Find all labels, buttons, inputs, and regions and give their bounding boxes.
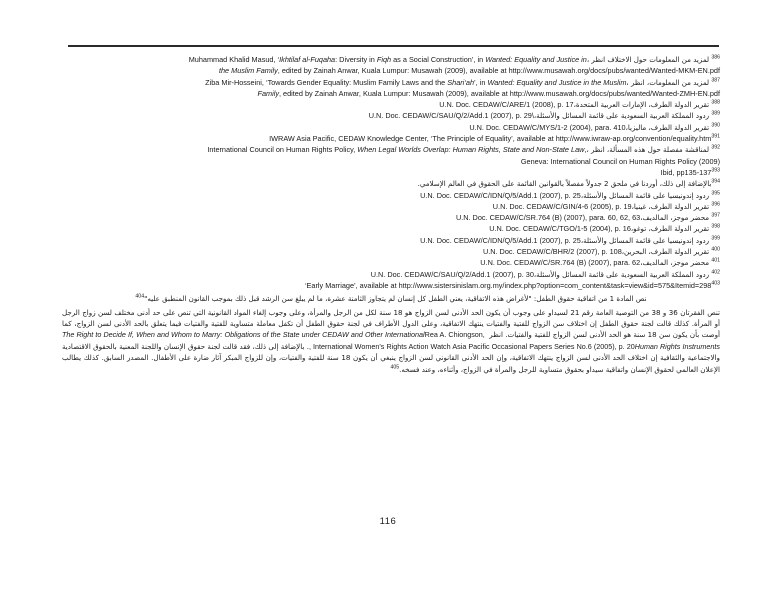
- footnote-line: [62, 201, 720, 212]
- footnote-marker: 394: [711, 178, 720, 185]
- footnote-405: [62, 307, 720, 375]
- footnote-citation: Ibid, pp135-137: [660, 167, 712, 177]
- footnote-arabic-text: ردود المملكة العربية السعودية على قائمة المسائل والأسئلة،: [533, 269, 712, 279]
- footnote-marker: 392: [711, 144, 720, 151]
- footnote-marker: 404: [135, 293, 145, 300]
- footnote-404: [62, 293, 720, 304]
- footnote-line: [62, 167, 720, 178]
- footnote-text: , edited by Zainah Anwar, Kuala Lumpur: Musawah (2009), available at http://www.musawah.org/docs/pubs/wanted/Wanted-ZMH-EN.pdf: [278, 88, 720, 98]
- footnote-arabic-text: تنص الفقرتان 36 و 38 من التوصية العامة رقم 21 لسيداو على وجوب أن يكون الحد الأدنى لسن الزواج هو 18 سنة لكل من الرجل والمرأة، وعلى وجوب إلغاء المواد القانونية التي تنص على حد أدنى مختلف لسن زواج الرجل أو المرأة. كذلك قالت لجنة حقوق الطفل إن اختلاف سن الزواج للفتية والفتيات ينتهك الاتفاقية، وعلى الدول الأطراف في لجنة حقوق الطفل أن تكفل معاملة متساوية للفتية والفتيات فيما يتعلق بالحد الأدنى لسن الزواج، كما أوصت بأن يكون سن 18 سنة هو الحد الأدنى لسن الزواج للفتية والفتيات. انظر: [62, 307, 721, 340]
- footnote-line: [62, 65, 720, 76]
- footnote-marker: 405: [390, 364, 400, 371]
- footnote-marker: 398: [711, 224, 720, 231]
- footnote-separator-rule: [68, 45, 719, 47]
- footnote-arabic-text: تقرير الدولة الطرف، ماليزيا،: [625, 122, 712, 132]
- footnote-arabic-text: محضر موجز، المالديف،: [640, 213, 712, 223]
- footnote-citation: U.N. Doc. CEDAW/C/MYS/1-2 (2004), para. 410: [469, 122, 626, 132]
- footnote-line: [62, 110, 720, 121]
- footnote-arabic-text: تقرير الدولة الطرف، البحرين،: [621, 247, 712, 257]
- footnote-marker: 389: [711, 111, 720, 118]
- footnote-arabic-text: لمزيد من المعلومات حول الاختلاف انظر ،: [586, 55, 712, 64]
- footnote-line: [62, 99, 720, 110]
- footnotes-block: [62, 54, 720, 375]
- footnote-text: Muhammad Khalid Masud, ‘: [188, 55, 280, 64]
- footnote-line: [62, 246, 720, 257]
- footnote-403: [62, 280, 720, 291]
- footnote-386: [62, 54, 720, 77]
- footnote-arabic-text: نص المادة 1 من اتفاقية حقوق الطفل: "لأغراض هذه الاتفاقية، يعني الطفل كل إنسان لم يتجاوز الثامنة عشرة، ما لم يبلغ سن الرشد قبل ذلك بموجب القانون المنطبق عليه": [144, 294, 647, 304]
- footnote-marker: 397: [711, 212, 720, 219]
- footnote-marker: 399: [711, 235, 720, 242]
- footnote-text: Ziba Mir-Hosseini, ‘Towards Gender Equality: Muslim Family Laws and the: [205, 77, 448, 87]
- footnote-line: [62, 269, 720, 280]
- footnote-arabic-text: محضر موجز، المالديف،: [640, 258, 712, 268]
- footnote-line: [62, 88, 720, 99]
- footnote-arabic-text: تقرير الدولة الطرف، غينيا،: [631, 201, 712, 211]
- footnote-arabic-text: تقرير الدولة الطرف، الإمارات العربية المتحدة،: [573, 100, 712, 110]
- footnote-392: [62, 144, 720, 167]
- footnote-author: Rea A. Chiongson,: [424, 330, 487, 340]
- footnote-marker: 387: [711, 77, 720, 84]
- footnote-marker: 390: [711, 122, 720, 129]
- footnote-marker: 400: [711, 246, 720, 253]
- footnote-399: [62, 235, 720, 246]
- footnote-citation: U.N. Doc. CEDAW/C/TGO/1-5 (2004), p. 16: [489, 224, 631, 234]
- footnote-text: as a Social Construction’, in: [391, 55, 486, 64]
- footnote-line: [62, 235, 720, 246]
- footnote-line: [62, 212, 720, 223]
- footnote-line: [62, 280, 720, 291]
- footnote-text: , edited by Zainah Anwar, Kuala Lumpur: Musawah (2009), available at http://www.musawah.org/docs/pubs/wanted/Wanted-MKM-EN.pdf: [277, 66, 720, 76]
- footnote-arabic-text: تقرير الدولة الطرف، توغو،: [630, 224, 712, 234]
- footnote-text: ’, in: [474, 77, 488, 87]
- footnote-citation: U.N. Doc. CEDAW/C/BHR/2 (2007), p. 108: [482, 247, 622, 257]
- footnote-title-italic: Wanted: Equality and Justice in: [485, 55, 587, 64]
- footnote-title-italic: Wanted: Equality and Justice in the Muslim: [487, 77, 627, 87]
- footnote-line: [62, 156, 720, 167]
- footnote-title-italic: Family: [257, 88, 279, 98]
- footnote-arabic-text: بالإضافة إلى ذلك، أوردنا في ملحق 2 جدولاً مفصلاً بالقوانين القائمة على الحقوق في العالم الإسلامي.: [417, 179, 712, 189]
- footnote-mixed-paragraph: [62, 307, 720, 375]
- footnote-line: [62, 122, 720, 133]
- footnote-marker: 401: [711, 257, 720, 264]
- footnote-marker: 403: [711, 280, 720, 287]
- footnote-title-italic: The Right to Decide If, When and Whom to Marry: Obligations of the State under CEDAW and Other International Human Rights Instruments: [62, 330, 720, 351]
- footnote-text: ,: [584, 145, 587, 155]
- footnote-marker: 388: [711, 99, 720, 106]
- footnote-389: [62, 110, 720, 121]
- footnote-text: : Diversity in: [335, 55, 377, 64]
- footnote-arabic-text: ردود إندونيسيا على قائمة المسائل والأسئلة،: [580, 190, 712, 200]
- footnote-text: Geneva: International Council on Human Rights Policy (2009): [520, 156, 720, 166]
- footnote-line: [62, 257, 720, 268]
- footnote-line: [62, 190, 720, 201]
- footnote-citation: ‘Early Marriage’, available at http://www.sistersinislam.org.my/index.php?option=com_content&task=view&id=575&Itemid=298: [304, 280, 712, 290]
- footnote-title-italic: Ikhtilaf al-Fuqaha: [279, 55, 336, 64]
- footnote-402: [62, 269, 720, 280]
- footnote-marker: 391: [711, 133, 720, 140]
- footnote-title-italic: the Muslim Family: [218, 66, 278, 76]
- footnote-390: [62, 122, 720, 133]
- footnote-line: [62, 133, 720, 144]
- footnote-arabic-text: ردود المملكة العربية السعودية على قائمة المسائل والأسئلة،: [533, 111, 712, 121]
- footnote-line: [62, 144, 720, 155]
- footnote-400: [62, 246, 720, 257]
- footnote-citation: IWRAW Asia Pacific, CEDAW Knowledge Center, ‘The Principle of Equality’, available at http://www.iwraw-ap.org/convention/equality.htm: [269, 134, 712, 144]
- footnote-title-italic: When Legal Worlds Overlap: Human Rights, State and Non-State Law: [357, 145, 585, 155]
- footnote-marker: 386: [711, 54, 720, 61]
- footnote-citation: U.N. Doc. CEDAW/C/SR.764 (B) (2007), para. 60, 62, 63: [455, 213, 641, 223]
- footnote-text: International Council on Human Rights Policy,: [207, 145, 358, 155]
- footnote-398: [62, 223, 720, 234]
- footnote-line: [62, 54, 720, 65]
- footnote-arabic-paragraph: [62, 293, 720, 304]
- footnote-marker: 396: [711, 201, 720, 208]
- footnote-387: [62, 77, 720, 100]
- footnote-401: [62, 257, 720, 268]
- footnote-citation: , International Women’s Rights Action Watch Asia Pacific Occasional Papers Series No.6 (2005), p. 20: [308, 341, 635, 351]
- footnote-citation: U.N. Doc. CEDAW/C/GIN/4-6 (2005), p. 19: [492, 201, 632, 211]
- footnote-line: [62, 178, 720, 189]
- footnote-396: [62, 201, 720, 212]
- footnote-title-italic: Fiqh: [376, 55, 392, 64]
- footnote-citation: U.N. Doc. CEDAW/C/IDN/Q/5/Add.1 (2007), p. 25: [420, 235, 581, 245]
- footnote-line: [62, 77, 720, 88]
- footnote-393: [62, 167, 720, 178]
- footnote-title-italic: Shari‘ah: [447, 77, 475, 87]
- footnote-citation: U.N. Doc. CEDAW/C/IDN/Q/5/Add.1 (2007), p. 25: [420, 190, 581, 200]
- page-number: 116: [379, 516, 397, 527]
- footnote-391: [62, 133, 720, 144]
- footnote-arabic-text: . بالإضافة إلى ذلك، فقد قالت لجنة حقوق الإنسان واللجنة المعنية بالحقوق الاقتصادية والاجتماعية والثقافية إن اختلاف الحد الأدنى لسن الزواج ينتهك الاتفاقية، وإن الحد الأدنى القانوني لسن الزواج ينبغي أن يكون 18 سنة للفتية والفتيات، وإن للزواج المبكر آثار ضارة على الأطفال. المصدر السابق. كذلك يطالب الإعلان العالمي لحقوق الإنسان واتفاقية سيداو بحقوق متساوية للرجل والمرأة في الزواج، وأثناءه، وعند فسخه.: [62, 341, 720, 374]
- footnote-citation: U.N. Doc. CEDAW/C/ARE/1 (2008), p. 17: [439, 100, 574, 110]
- footnote-citation: U.N. Doc. CEDAW/C/SAU/Q/2/Add.1 (2007), p. 29\: [368, 111, 534, 121]
- footnote-marker: 395: [711, 190, 720, 197]
- footnote-arabic-text: لمزيد من المعلومات، انظر ،: [626, 77, 712, 87]
- footnote-397: [62, 212, 720, 223]
- footnote-395: [62, 190, 720, 201]
- footnote-arabic-text: لمناقشة مفصلة حول هذه المسألة، انظر ،: [586, 145, 712, 155]
- footnote-marker: 393: [711, 167, 720, 174]
- footnote-388: [62, 99, 720, 110]
- footnote-line: [62, 223, 720, 234]
- footnote-arabic-text: ردود إندونيسيا على قائمة المسائل والأسئلة،: [580, 235, 712, 245]
- footnote-citation: U.N. Doc. CEDAW/C/SR.764 (B) (2007), para. 62: [480, 258, 641, 268]
- footnote-marker: 402: [711, 269, 720, 276]
- footnote-citation: U.N. Doc. CEDAW/C/SAU/Q/2/Add.1 (2007), p. 30: [370, 269, 534, 279]
- footnote-394: [62, 178, 720, 189]
